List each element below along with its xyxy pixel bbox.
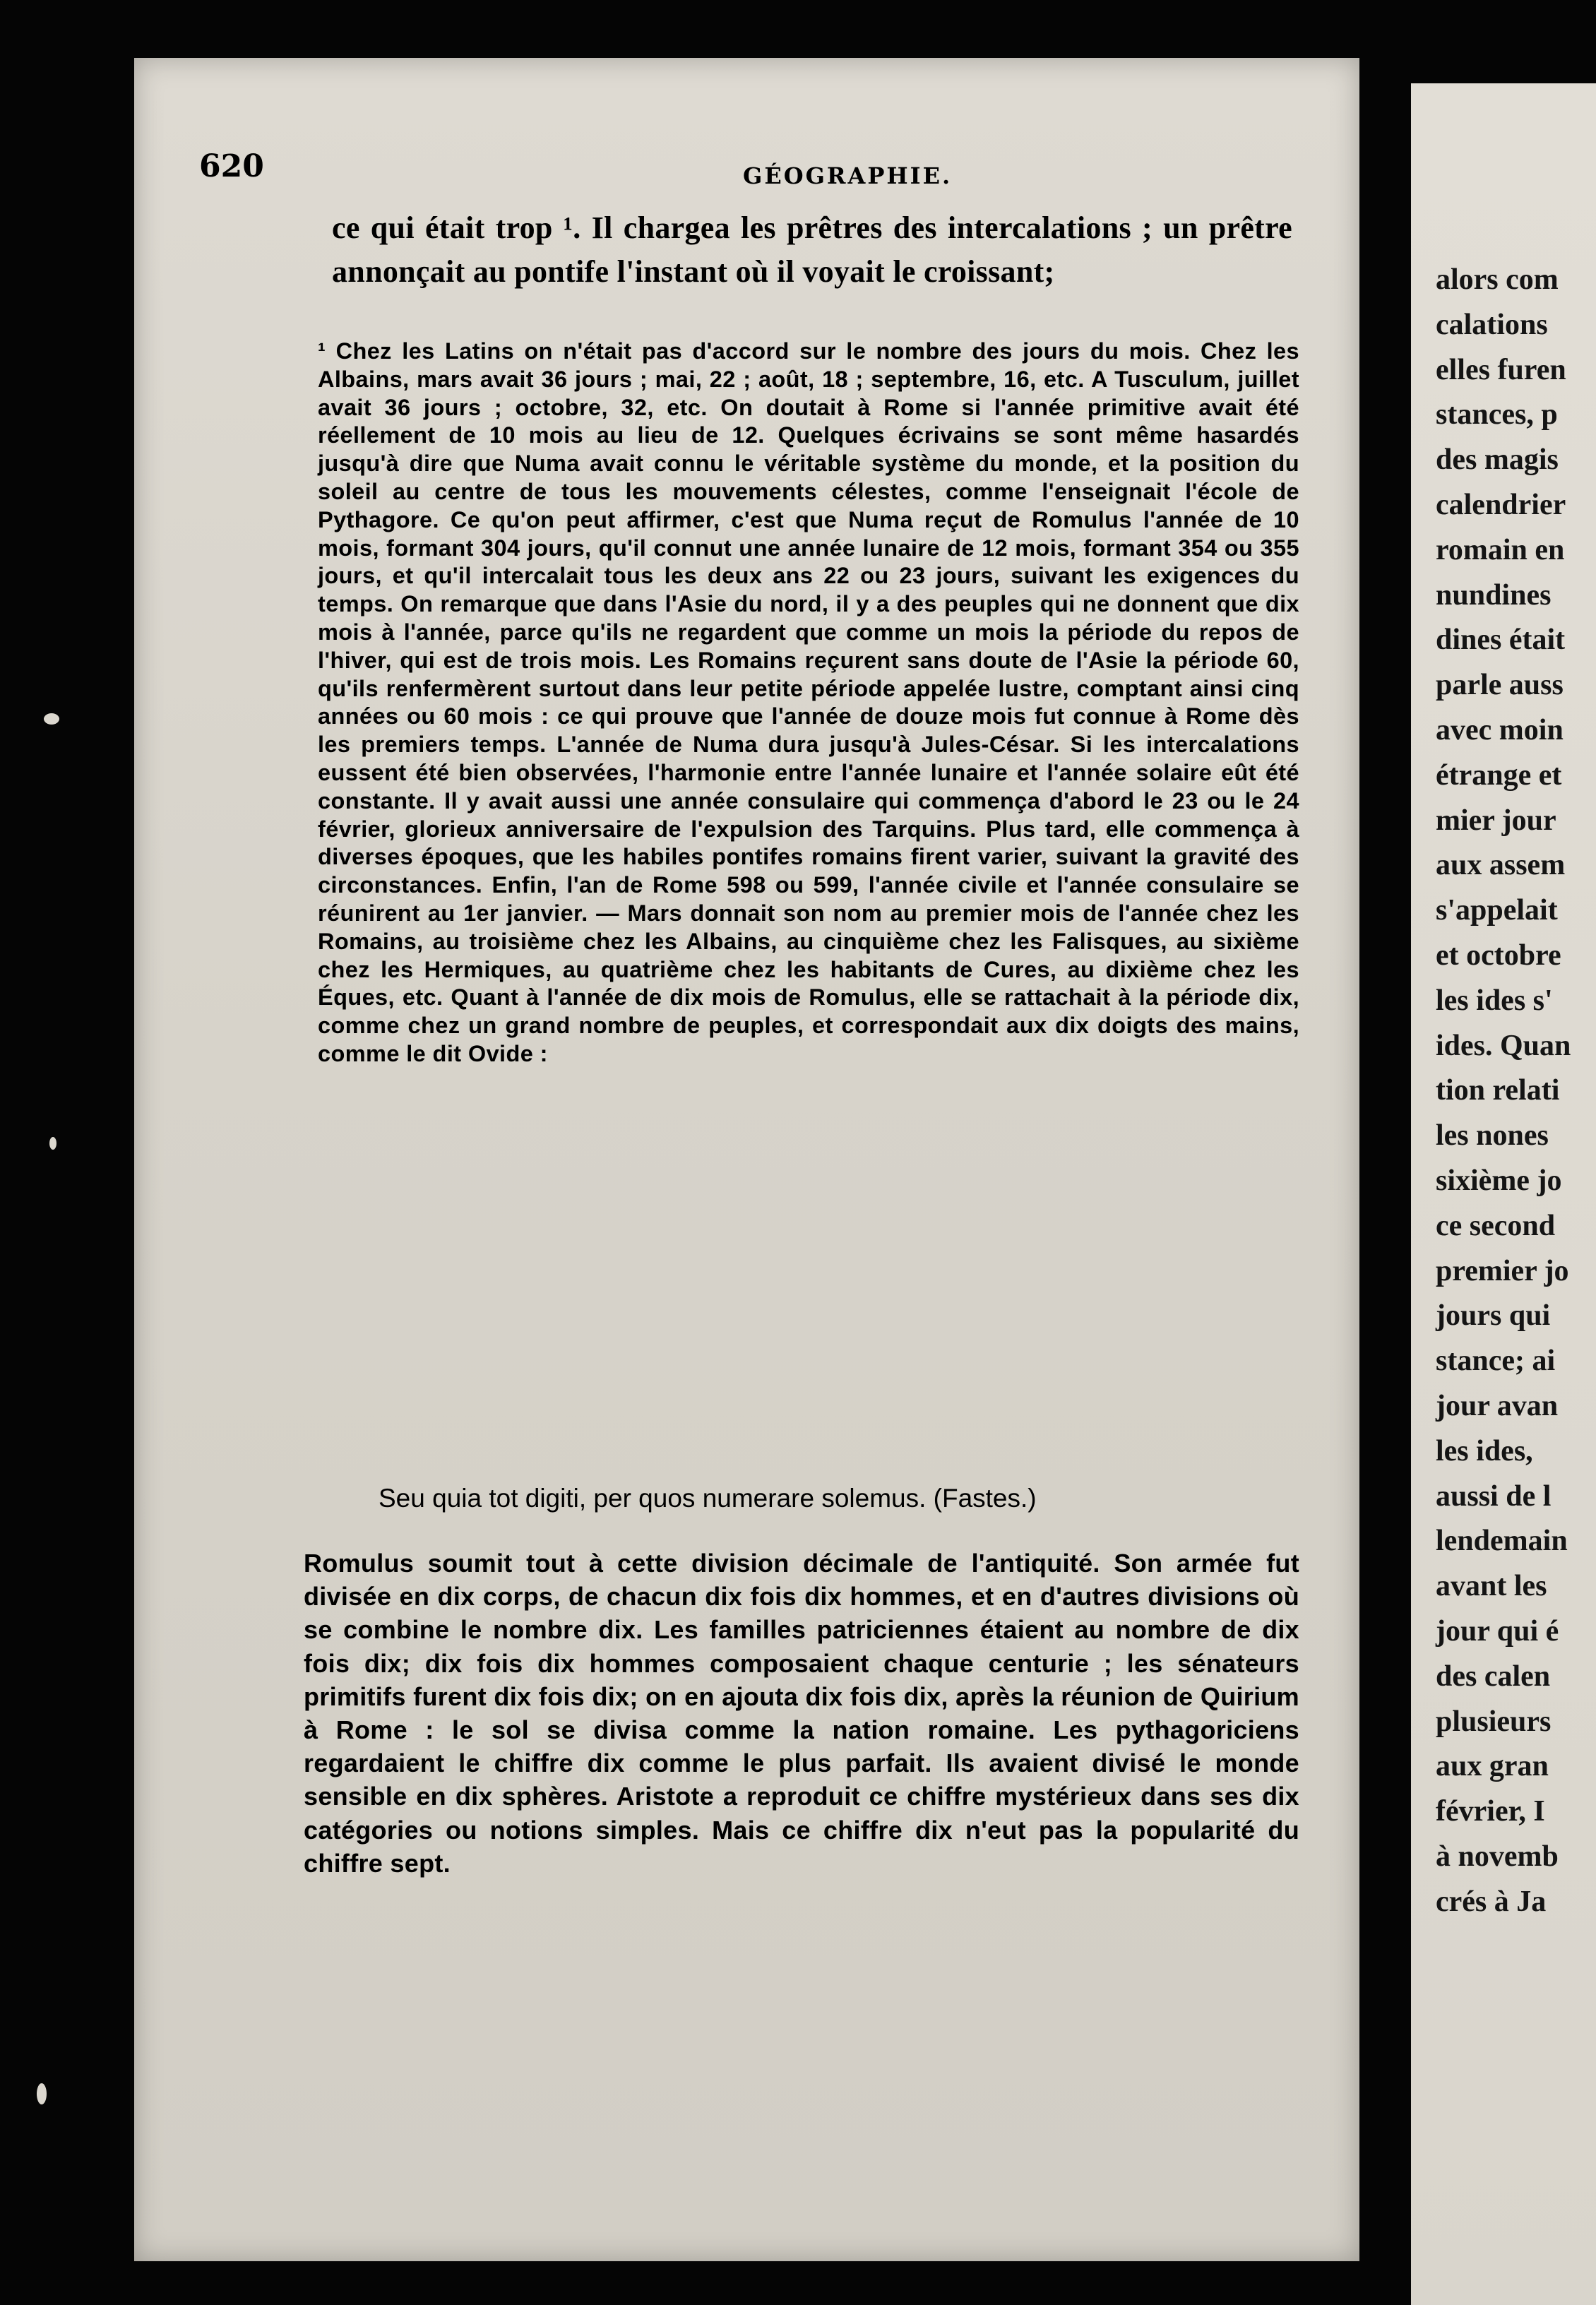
adjacent-page-line: ides. Quan — [1436, 1029, 1571, 1062]
scan-speck — [37, 2083, 47, 2104]
adjacent-page-line: parle auss — [1436, 669, 1564, 702]
page-number: 620 — [199, 148, 264, 184]
adjacent-page-line: avec moin — [1436, 713, 1564, 746]
scan-speck — [49, 1137, 56, 1150]
adjacent-page-text — [1436, 258, 1596, 1924]
main-paragraph: ce qui était trop ¹. Il chargea les prêtres des intercalations ; un prêtre annonçait au pontife l'instant où il voyait le croissant; — [332, 210, 1292, 289]
adjacent-page — [1411, 83, 1596, 2305]
scan-speck — [44, 713, 59, 725]
adjacent-page-line: mier jour — [1436, 804, 1556, 837]
adjacent-page-line: nundines — [1436, 578, 1552, 612]
running-head: GÉOGRAPHIE. — [743, 162, 953, 189]
footnote: ¹ Chez les Latins on n'était pas d'accord sur le nombre des jours du mois. Chez les Albains, mars avait 36 jours ; mai, 22 ; août, 18 ; septembre, 16, etc. A Tusculum, juillet avait 36 jours ; octobre, 32, etc. On doutait à Rome si l'année primitive avait été réellement de 10 mois au lieu de 12. Quelques écrivains se sont même hasardés jusqu'à dire que Numa avait connu le véritable système du monde, et la position du soleil au centre de tous les mouvements célestes, comme l'enseignait l'école de Pythagore. Ce qu'on peut affirmer, c'est que Numa reçut de Romulus l'année de 10 mois, formant 304 jours, qu'il connut une année lunaire de 12 mois, formant 354 ou 355 jours, et qu'il intercalait tous les deux ans 22 ou 23 jours, suivant les exigences du temps. On remarque que dans l'Asie du nord, il y a des peuples qui ne donnent que dix mois à l'année, parce qu'ils ne regardent que comme un mois la période du repos de l'hiver, qui est de trois mois. Les Romains reçurent sans doute de l'Asie la période 60, qu'ils renfermèrent surtout dans leur petite période appelée lustre, comptant ainsi cinq années ou 60 mois : ce qui prouve que l'année de douze mois fut connue à Rome dès les premiers temps. L'année de Numa dura jusqu'à Jules-César. Si les intercalations eussent été bien observées, l'harmonie entre l'année lunaire et l'année solaire eût été constante. Il y avait aussi une année consulaire qui commença d'abord le 23 ou le 24 février, glorieux anniversaire de l'expulsion des Tarquins. Plus tard, elle commença à diverses époques, que les habiles pontifes romains firent varier, suivant la gravité des circonstances. Enfin, l'an de Rome 598 ou 599, l'année civile et l'année consulaire se réunirent au 1er janvier. — Mars donnait son nom au premier mois de l'année chez les Romains, au troisième chez les Albains, au cinquième chez les Falisques, au sixième chez les Hermiques, au quatrième chez les habitants de Cures, au dixième chez les Éques, etc. Quant à l'année de dix mois de Romulus, elle se rattachait à la période dix, comme chez un grand nombre de peuples, et correspondait aux dix doigts des mains, comme le dit Ovide : — [318, 338, 1299, 1066]
adjacent-page-line: s'appelait — [1436, 894, 1558, 927]
adjacent-page-line: alors com — [1436, 263, 1559, 296]
adjacent-page-line: les ides, — [1436, 1434, 1533, 1467]
adjacent-page-line: ce second — [1436, 1209, 1556, 1242]
adjacent-page-line: plusieurs — [1436, 1705, 1552, 1738]
adjacent-page-line: stances, p — [1436, 398, 1558, 431]
adjacent-page-line: avant les — [1436, 1570, 1547, 1603]
latin-quote: Seu quia tot digiti, per quos numerare solemus. (Fastes.) — [379, 1484, 1037, 1513]
adjacent-page-line: dines était — [1436, 624, 1566, 657]
adjacent-page-line: jour avan — [1436, 1389, 1559, 1422]
adjacent-page-line: elles furen — [1436, 353, 1566, 386]
adjacent-page-line: les nones — [1436, 1119, 1549, 1152]
adjacent-page-line: février, I — [1436, 1795, 1545, 1828]
adjacent-page-line: jours qui — [1436, 1299, 1551, 1333]
adjacent-page-line: crés à Ja — [1436, 1885, 1547, 1918]
adjacent-page-line: romain en — [1436, 533, 1565, 566]
adjacent-page-line: sixième jo — [1436, 1164, 1562, 1197]
adjacent-page-line: stance; ai — [1436, 1345, 1556, 1378]
adjacent-page-line: aux gran — [1436, 1750, 1549, 1783]
adjacent-page-line: et octobre — [1436, 939, 1561, 972]
page-header — [199, 148, 1301, 198]
adjacent-page-line: jour qui é — [1436, 1614, 1559, 1648]
adjacent-page-line: des magis — [1436, 443, 1559, 477]
adjacent-page-line: des calen — [1436, 1660, 1551, 1693]
adjacent-page-line: les ides s' — [1436, 984, 1553, 1017]
adjacent-page-line: calations — [1436, 308, 1548, 341]
adjacent-page-line: lendemain — [1436, 1525, 1568, 1558]
adjacent-page-line: aussi de l — [1436, 1479, 1552, 1513]
adjacent-page-line: aux assem — [1436, 849, 1566, 882]
adjacent-page-line: tion relati — [1436, 1074, 1560, 1107]
body-paragraph: Romulus soumit tout à cette division décimale de l'antiquité. Son armée fut divisée en dix corps, de chacun dix fois dix hommes, et en d'autres divisions où se combine le nombre dix. Les familles patriciennes étaient au nombre de dix fois dix; dix fois dix hommes composaient chaque centurie ; les sénateurs primitifs furent dix fois dix; on en ajouta dix fois dix, après la réunion de Quirium à Rome : le sol se divisa comme la nation romaine. Les pythagoriciens regardaient le chiffre dix comme le plus parfait. Ils avaient divisé le monde sensible en dix sphères. Aristote a reproduit ce chiffre mystérieux dans ses dix catégories ou notions simples. Mais ce chiffre dix n'eut pas la popularité du chiffre sept. — [304, 1549, 1299, 1878]
adjacent-page-line: premier jo — [1436, 1254, 1569, 1287]
adjacent-page-line: à novemb — [1436, 1840, 1559, 1873]
adjacent-page-line: calendrier — [1436, 488, 1566, 521]
adjacent-page-line: étrange et — [1436, 758, 1562, 792]
